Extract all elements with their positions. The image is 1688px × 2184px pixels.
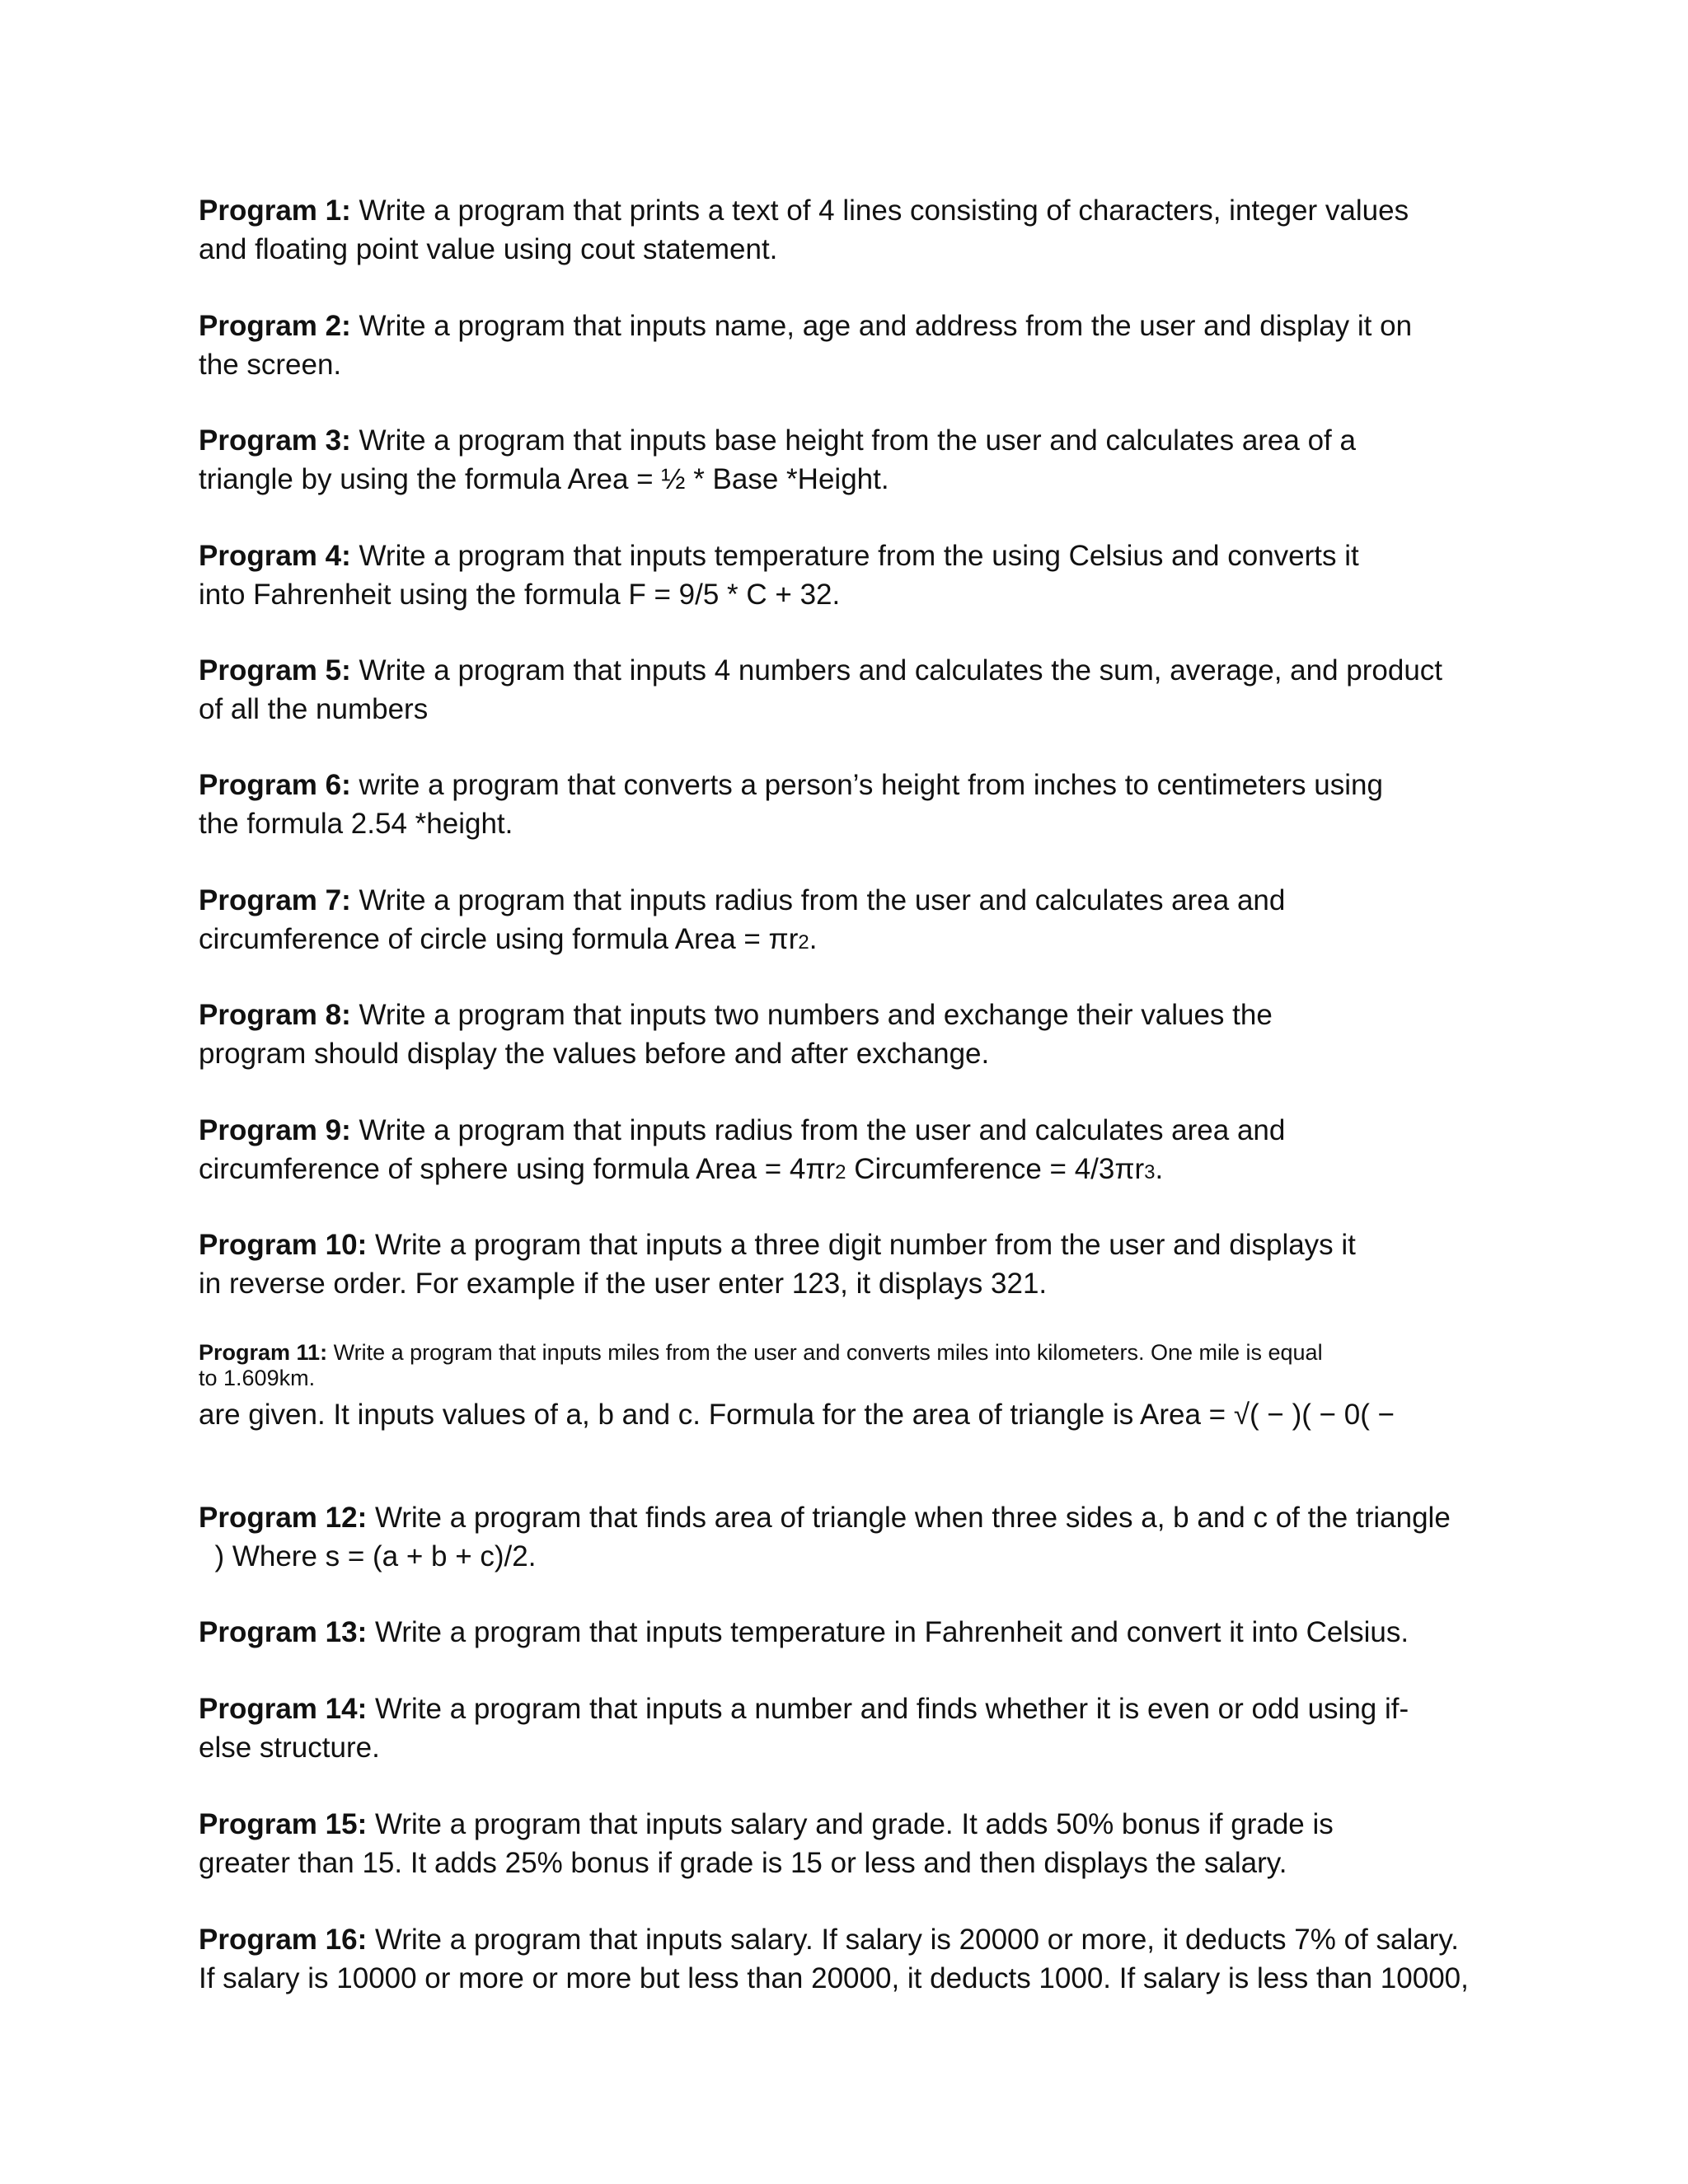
program-11-text-line2: to 1.609km.: [199, 1366, 316, 1390]
program-6-text-line2: the formula 2.54 *height.: [199, 808, 513, 840]
program-4-text-line1: Write a program that inputs temperature from the using Celsius and converts it: [350, 540, 1359, 572]
program-15-text-line2: greater than 15. It adds 25% bonus if grade is 15 or less and then displays the salary.: [199, 1847, 1287, 1879]
program-2-label: Program 2:: [199, 310, 351, 342]
program-1: [199, 191, 1501, 269]
program-13: [199, 1613, 1501, 1652]
program-7-text-line2: circumference of circle using formula Area = πr: [199, 923, 799, 955]
program-7-exponent: 2: [798, 931, 809, 954]
program-3-label: Program 3:: [199, 424, 351, 457]
program-8-label: Program 8:: [199, 999, 351, 1031]
program-16-text-line1: Write a program that inputs salary. If salary is 20000 or more, it deducts 7% of salary.: [367, 1924, 1459, 1956]
program-12-formula-line: are given. It inputs values of a, b and c. Formula for the area of triangle is Area = √( − )( − 0( −: [199, 1399, 1395, 1431]
program-9-text-line2-end: .: [1155, 1153, 1164, 1185]
program-6-text-line1: write a program that converts a person’s height from inches to centimeters using: [350, 769, 1383, 801]
program-2-text-line1: Write a program that inputs name, age and address from the user and display it on: [350, 310, 1413, 342]
program-8-text-line2: program should display the values before and after exchange.: [199, 1038, 990, 1070]
program-11: [199, 1340, 1501, 1391]
program-14-label: Program 14:: [199, 1693, 368, 1725]
program-1-text-line2: and floating point value using cout statement.: [199, 233, 778, 265]
program-15-label: Program 15:: [199, 1808, 368, 1840]
program-16: [199, 1920, 1501, 1998]
program-12-label: Program 12:: [199, 1502, 368, 1534]
program-5-text-line1: Write a program that inputs 4 numbers and calculates the sum, average, and product: [350, 654, 1443, 687]
program-14-text-line2: else structure.: [199, 1732, 380, 1764]
program-3: [199, 421, 1501, 499]
program-7-label: Program 7:: [199, 884, 351, 916]
program-9: [199, 1111, 1501, 1192]
program-16-label: Program 16:: [199, 1924, 368, 1956]
program-15-text-line1: Write a program that inputs salary and grade. It adds 50% bonus if grade is: [367, 1808, 1334, 1840]
program-5: [199, 651, 1501, 729]
program-16-text-line2: If salary is 10000 or more or more but less than 20000, it deducts 1000. If salary is less than 10000,: [199, 1962, 1469, 1994]
program-9-text-line2: circumference of sphere using formula Area = 4πr: [199, 1153, 836, 1185]
program-4: [199, 537, 1501, 614]
program-7-text-line1: Write a program that inputs radius from the user and calculates area and: [350, 884, 1286, 916]
program-8: [199, 996, 1501, 1073]
program-3-text-line1: Write a program that inputs base height from the user and calculates area of a: [350, 424, 1356, 457]
program-4-text-line2: into Fahrenheit using the formula F = 9/5 * C + 32.: [199, 579, 841, 611]
program-9-exponent-circumference: 3: [1144, 1161, 1156, 1183]
program-6-label: Program 6:: [199, 769, 351, 801]
program-9-text-line2-mid: Circumference = 4/3πr: [846, 1153, 1145, 1185]
program-12-overflow-line: [199, 1395, 1501, 1434]
program-10: [199, 1226, 1501, 1303]
program-12: [199, 1498, 1501, 1576]
program-4-label: Program 4:: [199, 540, 351, 572]
program-9-exponent-area: 2: [835, 1161, 846, 1183]
program-5-text-line2: of all the numbers: [199, 693, 429, 725]
program-3-text-line2: triangle by using the formula Area = ½ * Base *Height.: [199, 463, 889, 495]
program-13-label: Program 13:: [199, 1616, 368, 1648]
program-11-text-line1: Write a program that inputs miles from the user and converts miles into kilometers. One mile is equal: [327, 1340, 1323, 1365]
program-12-text-line2: ) Where s = (a + b + c)/2.: [199, 1540, 537, 1572]
program-6: [199, 766, 1501, 843]
program-5-label: Program 5:: [199, 654, 351, 687]
program-2: [199, 307, 1501, 384]
program-7: [199, 881, 1501, 962]
program-10-text-line1: Write a program that inputs a three digit number from the user and displays it: [367, 1229, 1356, 1261]
program-13-text-line1: Write a program that inputs temperature in Fahrenheit and convert it into Celsius.: [367, 1616, 1409, 1648]
program-9-label: Program 9:: [199, 1114, 351, 1146]
program-10-label: Program 10:: [199, 1229, 368, 1261]
program-15: [199, 1805, 1501, 1882]
program-1-text-line1: Write a program that prints a text of 4 lines consisting of characters, integer values: [350, 194, 1409, 227]
program-2-text-line2: the screen.: [199, 349, 342, 381]
program-9-text-line1: Write a program that inputs radius from the user and calculates area and: [350, 1114, 1286, 1146]
program-10-text-line2: in reverse order. For example if the user enter 123, it displays 321.: [199, 1268, 1048, 1300]
program-7-text-line2-end: .: [809, 923, 818, 955]
program-11-label: Program 11:: [199, 1340, 328, 1365]
program-12-text-line1: Write a program that finds area of triangle when three sides a, b and c of the triangle: [367, 1502, 1451, 1534]
program-14-text-line1: Write a program that inputs a number and finds whether it is even or odd using if-: [367, 1693, 1409, 1725]
program-14: [199, 1690, 1501, 1767]
program-1-label: Program 1:: [199, 194, 351, 227]
program-8-text-line1: Write a program that inputs two numbers and exchange their values the: [350, 999, 1273, 1031]
